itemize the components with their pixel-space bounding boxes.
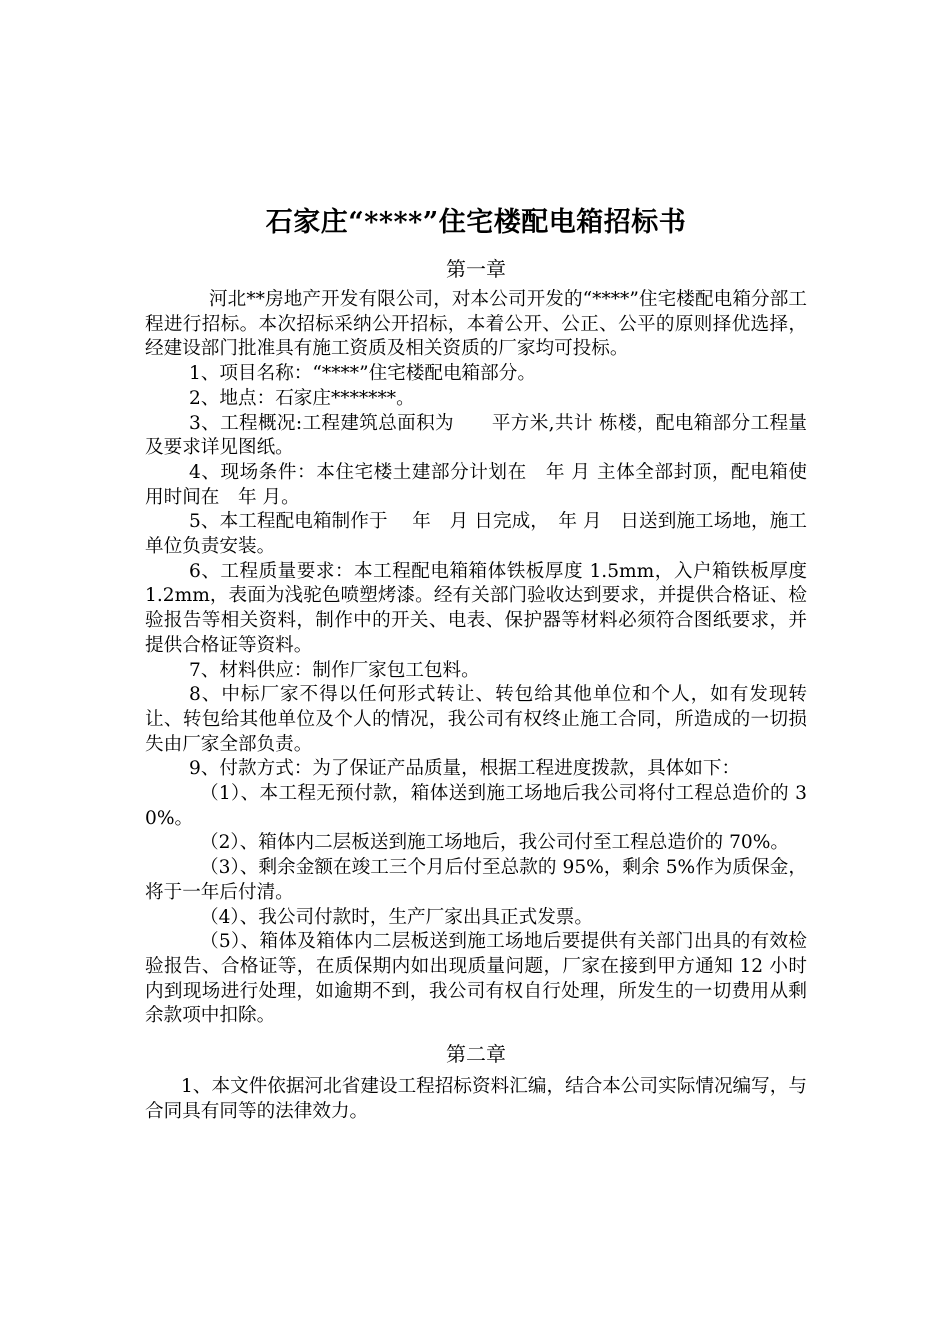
clause-2: 2、地点：石家庄*******。 [189,387,415,409]
payment-term-4: （4）、我公司付款时，生产厂家出具正式发票。 [200,906,593,928]
payment-term-5: （5）、箱体及箱体内二层板送到施工场地后要提供有关部门出具的有效检验报告、合格证等，在质保期内如出现质量问题，厂家在接到甲方通知 12 小时内到现场进行处理，如逾期不到，我公司有权自行处理，所发生的一切费用从剩余款项中扣除。 [145,931,807,1027]
clause-4: 4、现场条件：本住宅楼土建部分计划在 年 月 主体全部封顶，配电箱使用时间在 年 月。 [145,461,807,508]
chapter-2-clause-1: 1、本文件依据河北省建设工程招标资料汇编，结合本公司实际情况编写，与合同具有同等的法律效力。 [145,1076,807,1122]
chapter-2-heading: 第二章 [446,1042,506,1067]
payment-term-3: （3）、剩余金额在竣工三个月后付至总款的 95%，剩余 5%作为质保金，将于一年后付清。 [145,857,807,903]
clause-5: 5、本工程配电箱制作于 年 月 日完成， 年 月 日送到施工场地，施工单位负责安装。 [145,511,807,558]
chapter-1-heading: 第一章 [446,257,506,281]
clause-1: 1、项目名称：“****”住宅楼配电箱部分。 [189,363,536,385]
clause-9: 9、付款方式：为了保证产品质量，根据工程进度拨款，具体如下： [189,758,741,780]
clause-6: 6、工程质量要求：本工程配电箱箱体铁板厚度 1.5mm，入户箱铁板厚度 1.2mm，表面为浅驼色喷塑烤漆。经有关部门验收达到要求，并提供合格证、检验报告等相关资料，制作中的开关、电表、保护器等材料必须符合图纸要求，并提供合格证等资料。 [145,560,807,656]
document-title: 石家庄“****”住宅楼配电箱招标书 [265,207,687,238]
intro-paragraph: 河北**房地产开发有限公司，对本公司开发的“****”住宅楼配电箱分部工程进行招标。本次招标采纳公开招标，本着公开、公正、公平的原则择优选择，经建设部门批准具有施工资质及相关资质的厂家均可投标。 [145,289,807,360]
payment-term-2: （2）、箱体内二层板送到施工场地后，我公司付至工程总造价的 70%。 [200,832,789,854]
payment-term-1: （1）、本工程无预付款，箱体送到施工场地后我公司将付工程总造价的 30%。 [145,783,807,829]
clause-8: 8、中标厂家不得以任何形式转让、转包给其他单位和个人，如有发现转让、转包给其他单位及个人的情况，我公司有权终止施工合同，所造成的一切损失由厂家全部负责。 [145,684,807,755]
clause-3: 3、工程概况:工程建筑总面积为 平方米,共计 栋楼，配电箱部分工程量及要求详见图纸。 [145,412,807,459]
document-body [145,200,807,1125]
clause-7: 7、材料供应：制作厂家包工包料。 [189,659,480,681]
